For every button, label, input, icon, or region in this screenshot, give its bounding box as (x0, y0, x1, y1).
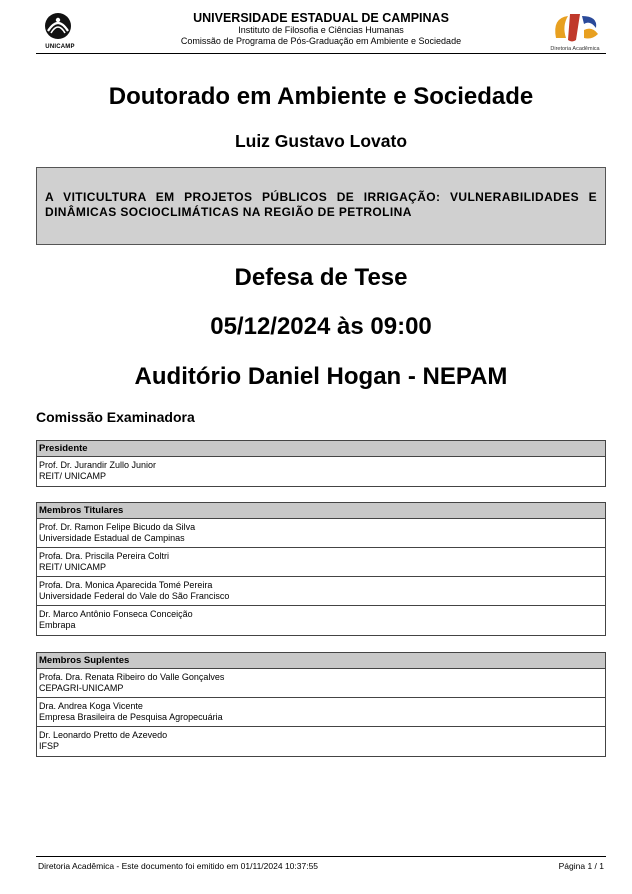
page-header (36, 8, 606, 54)
member-affiliation: CEPAGRI-UNICAMP (39, 682, 124, 693)
member-affiliation: Embrapa (39, 619, 76, 630)
group-title: Membros Titulares (37, 503, 605, 519)
commission-name: Comissão de Programa de Pós-Graduação em Ambiente e Sociedade (180, 36, 462, 46)
diretoria-academica-text: Diretoria Acadêmica (550, 46, 600, 52)
member-name: Profa. Dra. Monica Aparecida Tomé Pereira (39, 580, 213, 590)
group-president (36, 440, 606, 487)
member-row (37, 669, 605, 698)
member-row (37, 577, 605, 606)
member-affiliation: IFSP (39, 740, 60, 751)
member-row (37, 548, 605, 577)
committee-heading: Comissão Examinadora (36, 409, 195, 425)
group-title: Membros Suplentes (37, 653, 605, 669)
event-datetime: 05/12/2024 às 09:00 (210, 313, 432, 340)
page-number: Página 1 / 1 (558, 861, 604, 871)
member-affiliation: Universidade Estadual de Campinas (39, 532, 185, 543)
member-affiliation: Empresa Brasileira de Pesquisa Agropecuária (39, 711, 223, 722)
thesis-title: A VITICULTURA EM PROJETOS PÚBLICOS DE IRRIGAÇÃO: VULNERABILIDADES E DINÂMICAS SOCIOCLIMÁTICAS NA REGIÃO DE PETROLINA (45, 190, 597, 219)
member-row (37, 698, 605, 727)
university-name: UNIVERSIDADE ESTADUAL DE CAMPINAS (193, 11, 449, 25)
member-affiliation: REIT/ UNICAMP (39, 470, 107, 481)
unicamp-logo (40, 11, 76, 51)
member-name: Prof. Dr. Ramon Felipe Bicudo da Silva (39, 522, 196, 532)
page-footer (36, 856, 606, 871)
member-row (37, 606, 605, 635)
member-name: Dra. Andrea Koga Vicente (39, 701, 143, 711)
member-name: Dr. Leonardo Pretto de Azevedo (39, 730, 168, 740)
candidate-name: Luiz Gustavo Lovato (234, 131, 408, 151)
diretoria-academica-logo (546, 10, 604, 54)
thesis-title-box (36, 167, 606, 245)
member-row (37, 727, 605, 756)
member-name: Prof. Dr. Jurandir Zullo Junior (39, 460, 157, 470)
institute-name: Instituto de Filosofia e Ciências Humanas (238, 25, 404, 35)
member-affiliation: REIT/ UNICAMP (39, 561, 107, 572)
member-row (37, 457, 605, 486)
footer-issued-text: Diretoria Acadêmica - Este documento foi emitido em 01/11/2024 10:37:55 (38, 861, 319, 871)
member-name: Profa. Dra. Priscila Pereira Coltri (39, 551, 170, 561)
program-title: Doutorado em Ambiente e Sociedade (108, 83, 534, 110)
unicamp-logo-text: UNICAMP (45, 44, 75, 50)
group-title: Presidente (37, 441, 605, 457)
event-venue: Auditório Daniel Hogan - NEPAM (134, 363, 508, 390)
group-full-members (36, 502, 606, 636)
member-affiliation: Universidade Federal do Vale do São Francisco (39, 590, 230, 601)
member-row (37, 519, 605, 548)
member-name: Dr. Marco Antônio Fonseca Conceição (39, 609, 193, 619)
event-title: Defesa de Tese (234, 264, 408, 291)
group-substitute-members (36, 652, 606, 757)
member-name: Profa. Dra. Renata Ribeiro do Valle Gonçalves (39, 672, 225, 682)
